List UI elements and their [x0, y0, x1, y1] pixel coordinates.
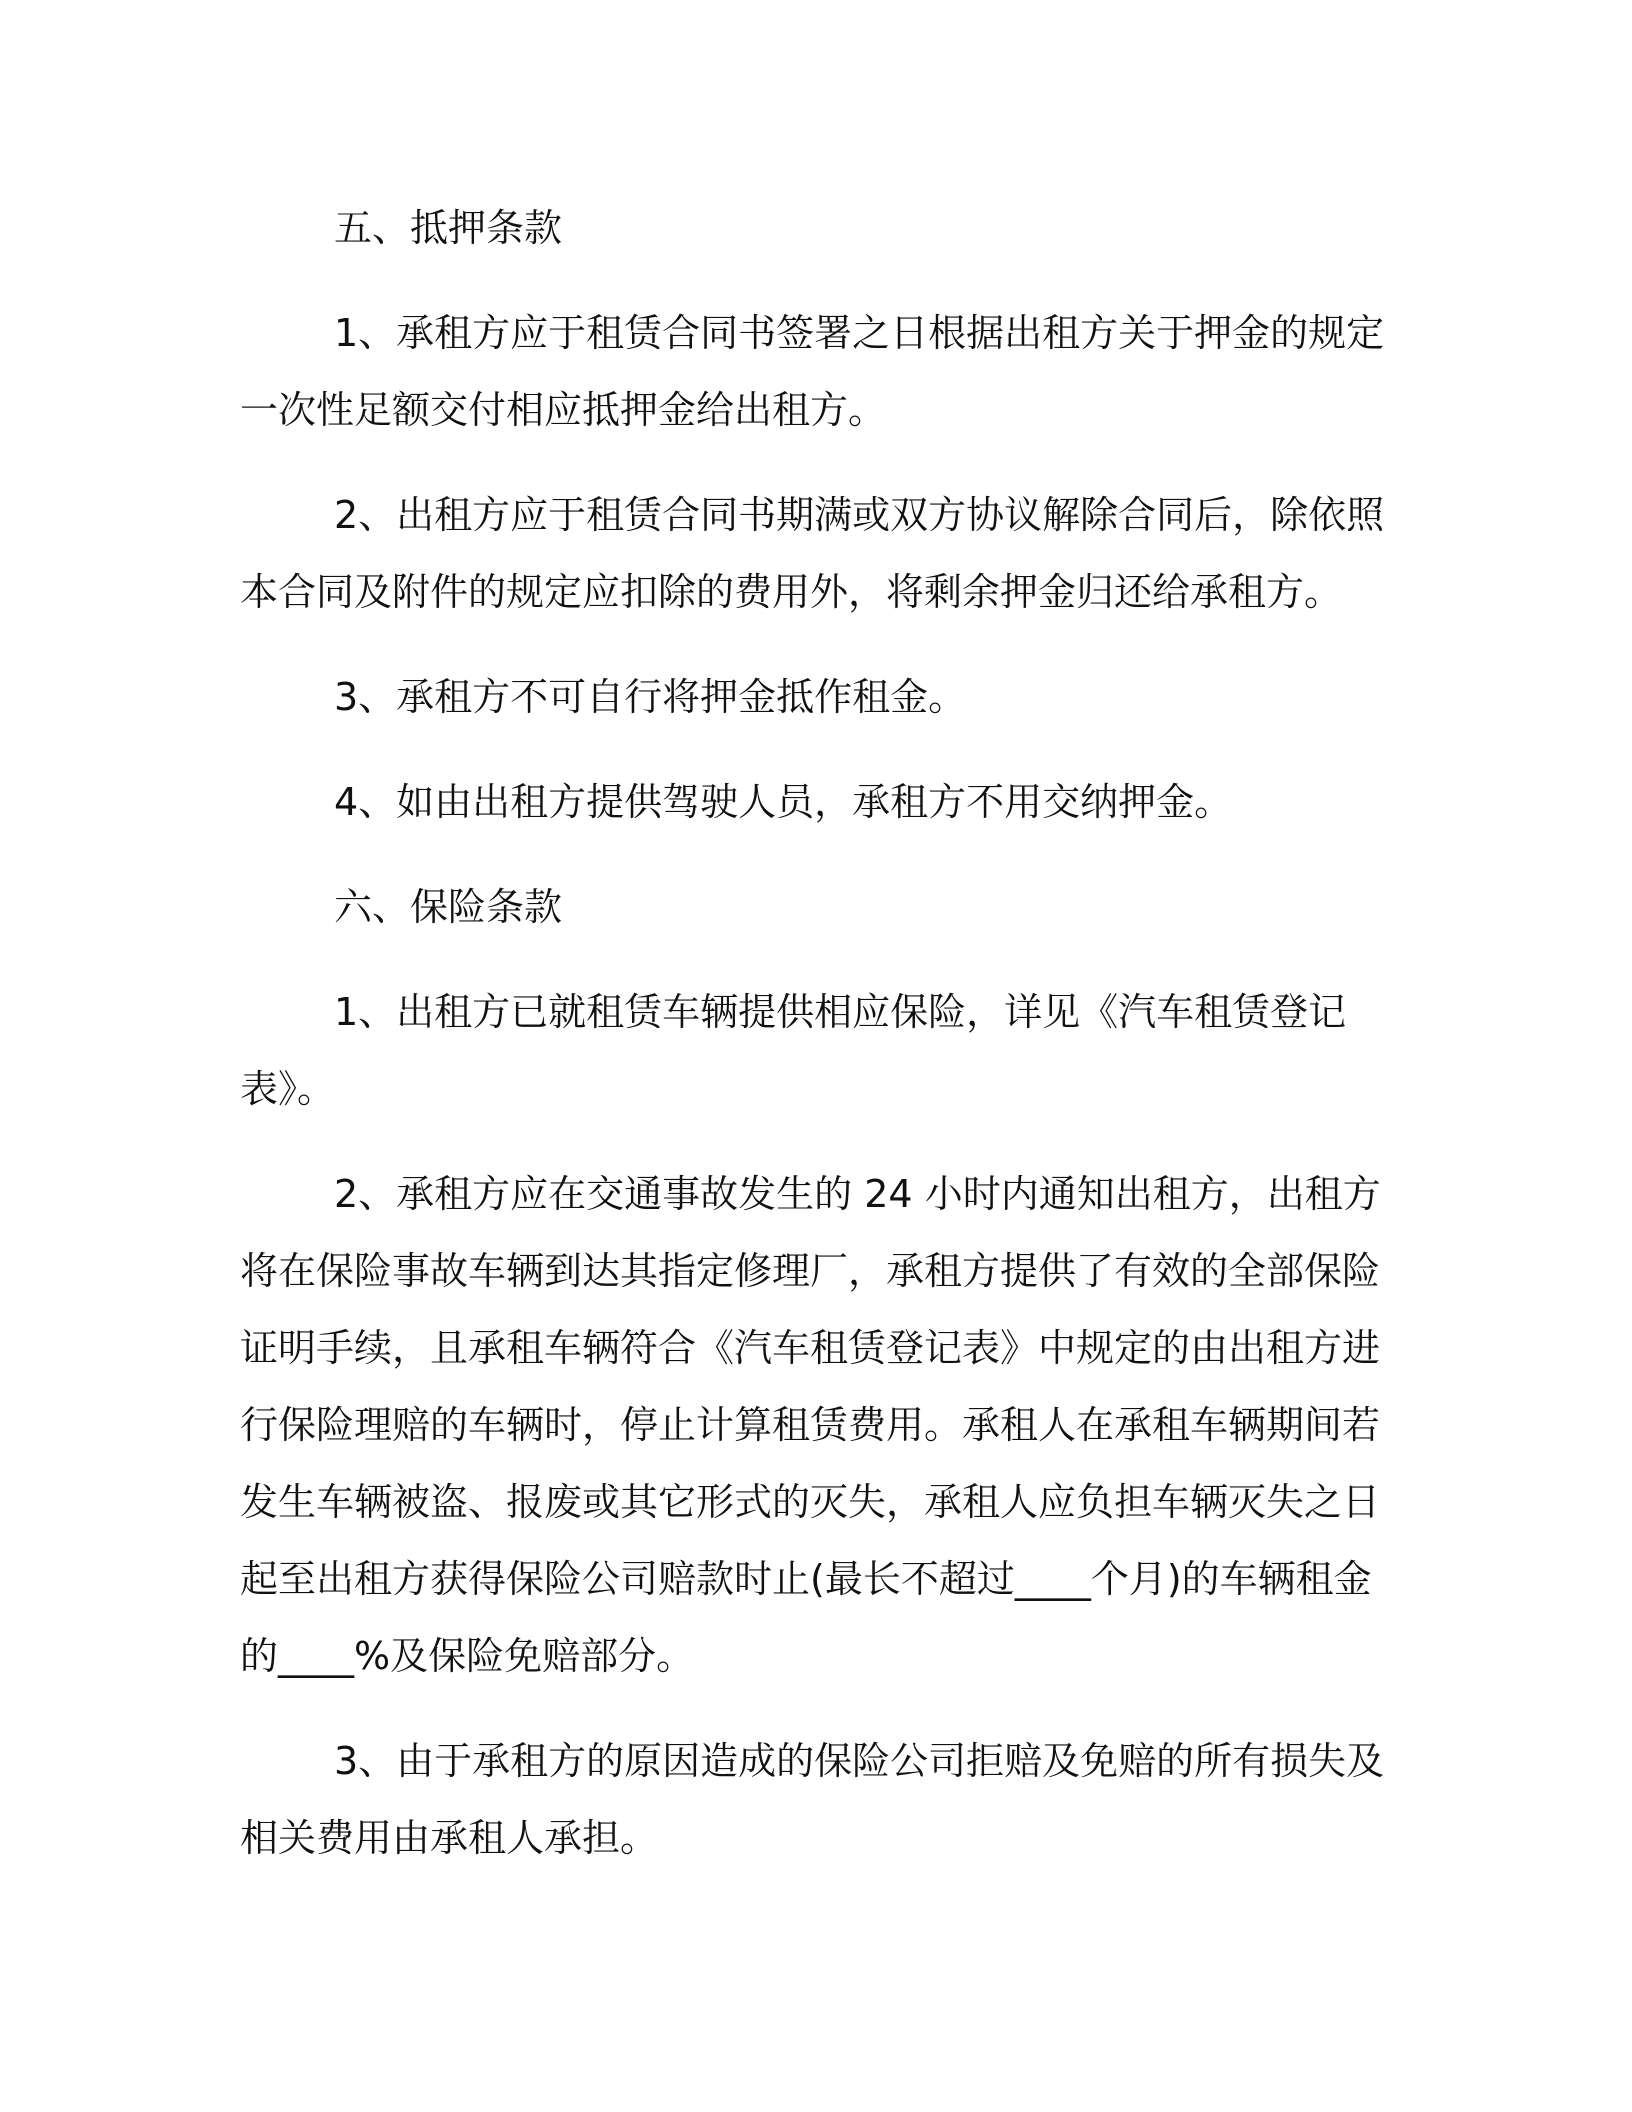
mortgage-clause-4: 4、如由出租方提供驾驶人员，承租方不用交纳押金。	[334, 780, 1233, 824]
insurance-clause-2: 2、承租方应在交通事故发生的 24 小时内通知出租方，出租方将在保险事故车辆到达其指定修理厂，承租方提供了有效的全部保险证明手续，且承租车辆符合《汽车租赁登记表》中规定的由出租方进行保险理赔的车辆时，停止计算租赁费用。承租人在承租车辆期间若发生车辆被盗、报废或其它形式的灭失，承租人应负担车辆灭失之日起至出租方获得保险公司赔款时止(最长不超过____个月)的车辆租金的____%及保险免赔部分。	[240, 1172, 1381, 1678]
insurance-clause-3: 3、由于承租方的原因造成的保险公司拒赔及免赔的所有损失及相关费用由承租人承担。	[240, 1739, 1385, 1860]
document-page	[240, 190, 1390, 1877]
mortgage-clause-2: 2、出租方应于租赁合同书期满或双方协议解除合同后，除依照本合同及附件的规定应扣除的费用外，将剩余押金归还给承租方。	[240, 493, 1385, 614]
mortgage-clause-1: 1、承租方应于租赁合同书签署之日根据出租方关于押金的规定一次性足额交付相应抵押金给出租方。	[240, 311, 1385, 432]
insurance-clause-1: 1、出租方已就租赁车辆提供相应保险，详见《汽车租赁登记表》。	[240, 990, 1347, 1111]
section-heading-insurance: 六、保险条款	[334, 885, 563, 929]
section-heading-mortgage: 五、抵押条款	[334, 206, 563, 250]
mortgage-clause-3: 3、承租方不可自行将押金抵作租金。	[334, 675, 967, 719]
